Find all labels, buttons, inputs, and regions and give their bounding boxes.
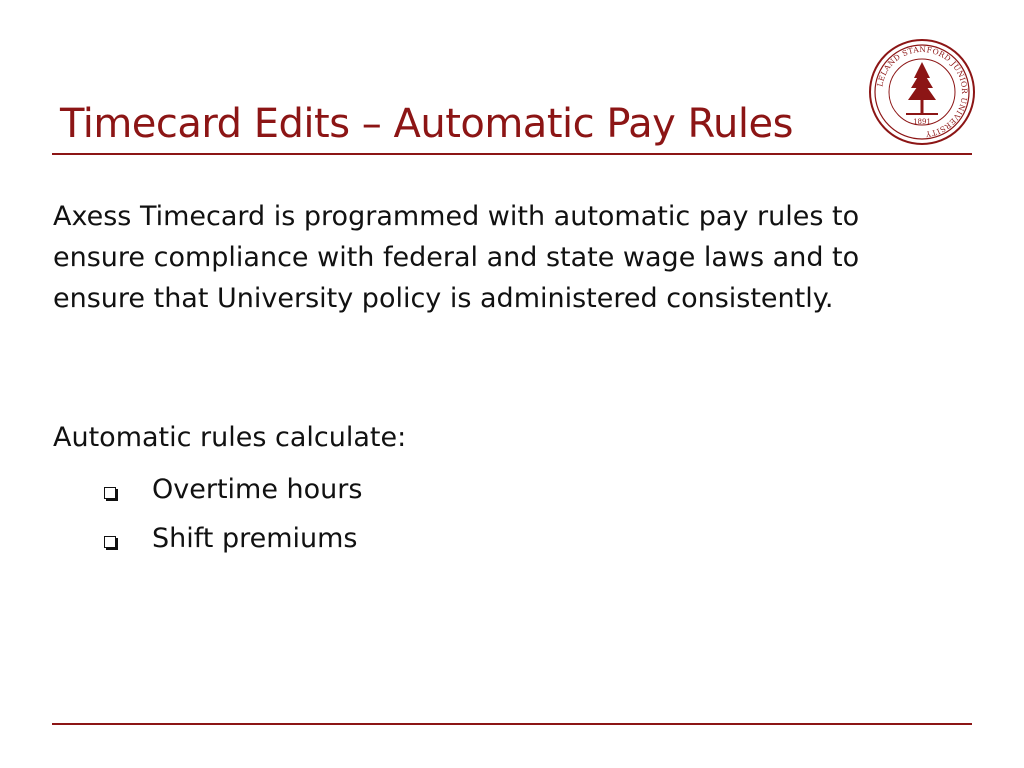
rules-list bbox=[104, 465, 362, 563]
square-bullet-icon bbox=[104, 487, 116, 499]
slide-title: Timecard Edits – Automatic Pay Rules bbox=[60, 101, 793, 147]
seal-year: 1891 bbox=[913, 118, 931, 126]
list-item-label: Overtime hours bbox=[152, 474, 363, 505]
title-divider bbox=[52, 153, 972, 155]
svg-text:LELAND STANFORD JUNIOR UNIVERS: LELAND STANFORD JUNIOR UNIVERSITY bbox=[875, 44, 970, 139]
list-item bbox=[104, 514, 362, 563]
list-item bbox=[104, 465, 362, 514]
footer-divider bbox=[52, 723, 972, 725]
intro-paragraph: Axess Timecard is programmed with automatic pay rules to ensure compliance with federal and state wage laws and to ensure that University policy is administered consistently. bbox=[53, 201, 860, 314]
square-bullet-icon bbox=[104, 536, 116, 548]
stanford-seal-logo bbox=[868, 38, 976, 146]
list-item-label: Shift premiums bbox=[152, 523, 358, 554]
rules-lead-text: Automatic rules calculate: bbox=[53, 422, 407, 453]
